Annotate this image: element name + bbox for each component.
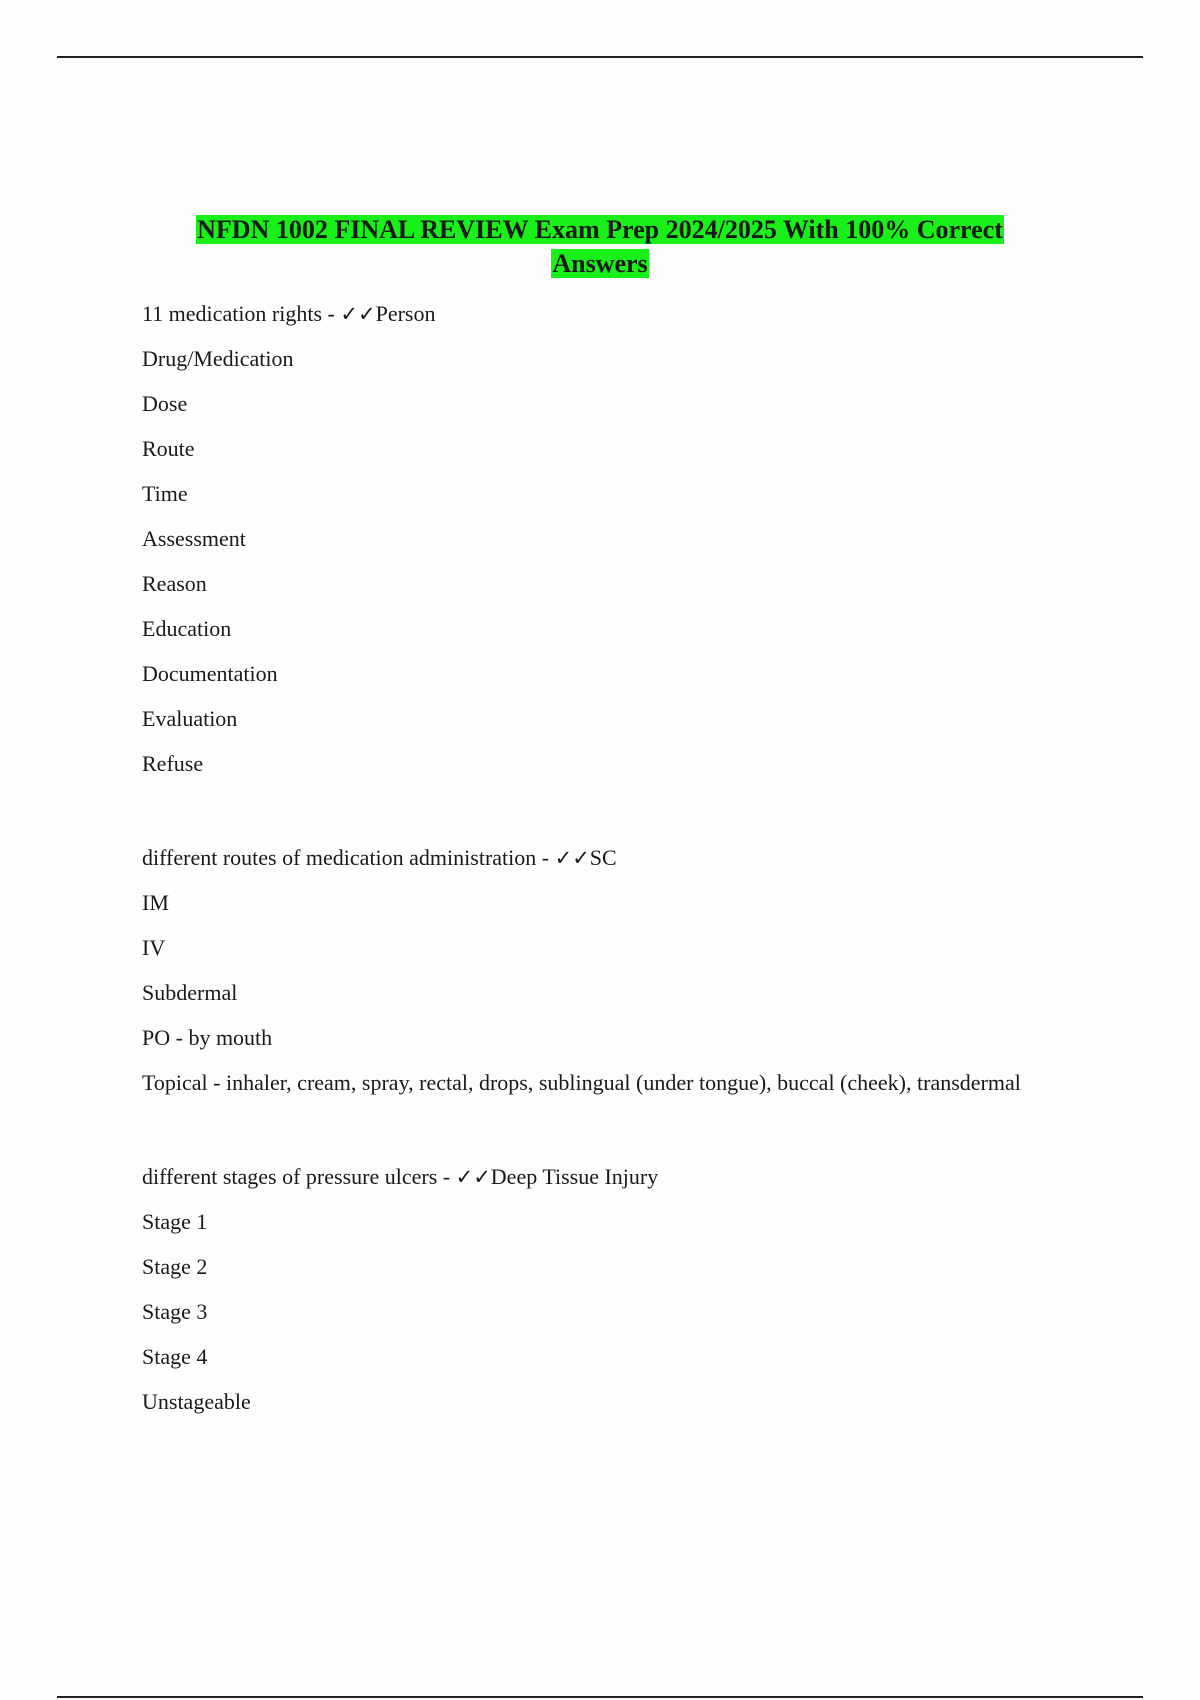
answer-line: Reason [142,571,207,596]
double-check-icon: ✓✓ [340,302,376,326]
bottom-rule [57,1696,1143,1698]
answer-text: Person [375,301,436,326]
section-spacer [142,795,1058,844]
answer-line: Unstageable [142,1389,251,1414]
question-text: different stages of pressure ulcers - [142,1164,456,1189]
section-spacer [142,1114,1058,1163]
question-text: different routes of medication administration - [142,845,555,870]
answer-line: PO - by mouth [142,1025,273,1050]
answer-line: IV [142,935,166,960]
question-line [142,300,1058,328]
document-title [142,213,1058,281]
answer-line: Evaluation [142,706,238,731]
title-line-1: NFDN 1002 FINAL REVIEW Exam Prep 2024/2025 With 100% Correct [197,215,1003,244]
answer-line: Subdermal [142,980,238,1005]
question-line [142,844,1058,872]
question-line [142,1163,1058,1191]
answer-text: SC [589,845,617,870]
answer-line: Stage 4 [142,1344,208,1369]
answer-line: Dose [142,391,188,416]
answer-line: Education [142,616,232,641]
title-line-2: Answers [552,249,648,278]
answer-line: Stage 1 [142,1209,208,1234]
answer-line: Stage 3 [142,1299,208,1324]
answer-line: Drug/Medication [142,346,294,371]
answer-line: Time [142,481,188,506]
double-check-icon: ✓✓ [554,846,590,870]
answer-line: Stage 2 [142,1254,208,1279]
qa-section-medication-rights [142,300,1058,778]
top-rule [57,56,1143,58]
qa-section-routes [142,844,1058,1097]
answer-line: Assessment [142,526,246,551]
qa-section-pressure-ulcers [142,1163,1058,1416]
answer-line: Refuse [142,751,204,776]
answer-line: IM [142,890,169,915]
double-check-icon: ✓✓ [455,1165,491,1189]
answer-line: Documentation [142,661,278,686]
question-text: 11 medication rights - [142,301,341,326]
answer-line: Route [142,436,195,461]
answer-text: Deep Tissue Injury [490,1164,659,1189]
document-body [142,300,1058,1433]
answer-line: Topical - inhaler, cream, spray, rectal, drops, sublingual (under tongue), buccal (cheek), transdermal [142,1070,1021,1095]
